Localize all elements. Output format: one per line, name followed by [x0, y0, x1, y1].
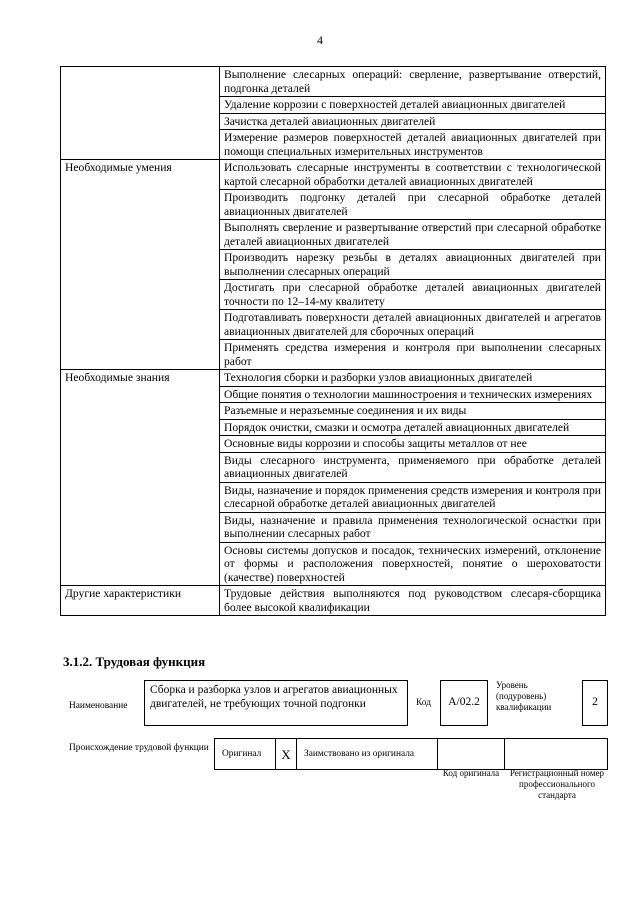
level-value-box [582, 680, 608, 726]
section-title: 3.1.2. Трудовая функция [63, 654, 206, 669]
borrowed-label: Заимствовано из оригинала [304, 749, 415, 759]
row-label: Необходимые умения [61, 160, 220, 370]
row-item: Достигать при слесарной обработке деталей авиационных двигателей точности по 12–14-му квалитету [220, 280, 606, 310]
row-label: Другие характеристики [61, 586, 220, 616]
registration-number-box [504, 738, 608, 770]
row-item: Удаление коррозии с поверхностей деталей авиационных двигателей [220, 97, 606, 114]
row-item: Виды, назначение и правила применения технологической оснастки при выполнении слесарных работ [220, 512, 606, 542]
table-row [61, 370, 606, 387]
code-caption: Код оригинала [442, 768, 500, 778]
row-item: Разъемные и неразъемные соединения и их виды [220, 403, 606, 420]
name-value: Сборка и разборка узлов и агрегатов авиационных двигателей, не требующих точной подгонки [150, 684, 398, 710]
row-item: Выполнение слесарных операций: сверление, развертывание отверстий, подгонка деталей [220, 67, 606, 97]
code-label: Код [416, 698, 431, 708]
row-item: Основные виды коррозии и способы защиты металлов от нее [220, 436, 606, 453]
registration-caption: Регистрационный номер профессионального стандарта [509, 768, 605, 800]
row-item: Технология сборки и разборки узлов авиационных двигателей [220, 370, 606, 387]
row-item: Порядок очистки, смазки и осмотра деталей авиационных двигателей [220, 419, 606, 436]
row-item: Виды слесарного инструмента, применяемого при обработке деталей авиационных двигателей [220, 452, 606, 482]
original-code-box [437, 738, 505, 770]
row-item: Виды, назначение и порядок применения средств измерения и контроля при слесарной обработке деталей авиационных двигателей [220, 482, 606, 512]
row-item: Измерение размеров поверхностей деталей авиационных двигателей при помощи специальных измерительных инструментов [220, 130, 606, 160]
borrowed-box [296, 738, 438, 770]
row-item: Общие понятия о технологии машиностроения и технических измерениях [220, 386, 606, 403]
row-label [61, 67, 220, 160]
original-label: Оригинал [222, 749, 262, 759]
row-item: Применять средства измерения и контроля при выполнении слесарных работ [220, 340, 606, 370]
row-item: Зачистка деталей авиационных двигателей [220, 113, 606, 130]
requirements-table [60, 66, 606, 616]
row-item: Использовать слесарные инструменты в соответствии с технологической картой слесарной обработки деталей авиационных двигателей [220, 160, 606, 190]
table-row [61, 160, 606, 190]
original-box [214, 738, 276, 770]
row-item: Выполнять сверление и развертывание отверстий при слесарной обработке деталей авиационных двигателей [220, 220, 606, 250]
row-label: Необходимые знания [61, 370, 220, 586]
row-item: Производить нарезку резьбы в деталях авиационных двигателей при выполнении слесарных операций [220, 250, 606, 280]
row-item: Основы системы допусков и посадок, технических измерений, отклонение от формы и расположения поверхностей, понятие о шероховатости (качестве) поверхностей [220, 542, 606, 586]
original-mark: X [281, 747, 291, 762]
table-row [61, 586, 606, 616]
level-label: Уровень (подуровень) квалификации [496, 680, 552, 712]
level-value: 2 [592, 696, 598, 708]
original-mark-box [275, 738, 297, 770]
row-item: Трудовые действия выполняются под руководством слесаря-сборщика более высокой квалификации [220, 586, 606, 616]
page-number: 4 [317, 33, 323, 47]
table-row [61, 67, 606, 97]
origin-label: Происхождение трудовой функции [69, 743, 209, 753]
row-item: Подготавливать поверхности деталей авиационных двигателей и агрегатов авиационных двигателей для сборочных операций [220, 310, 606, 340]
code-value-box [440, 680, 488, 726]
row-item: Производить подгонку деталей при слесарной обработке деталей авиационных двигателей [220, 190, 606, 220]
code-value: А/02.2 [448, 696, 480, 708]
name-value-box [144, 680, 408, 726]
name-label: Наименование [69, 701, 128, 711]
